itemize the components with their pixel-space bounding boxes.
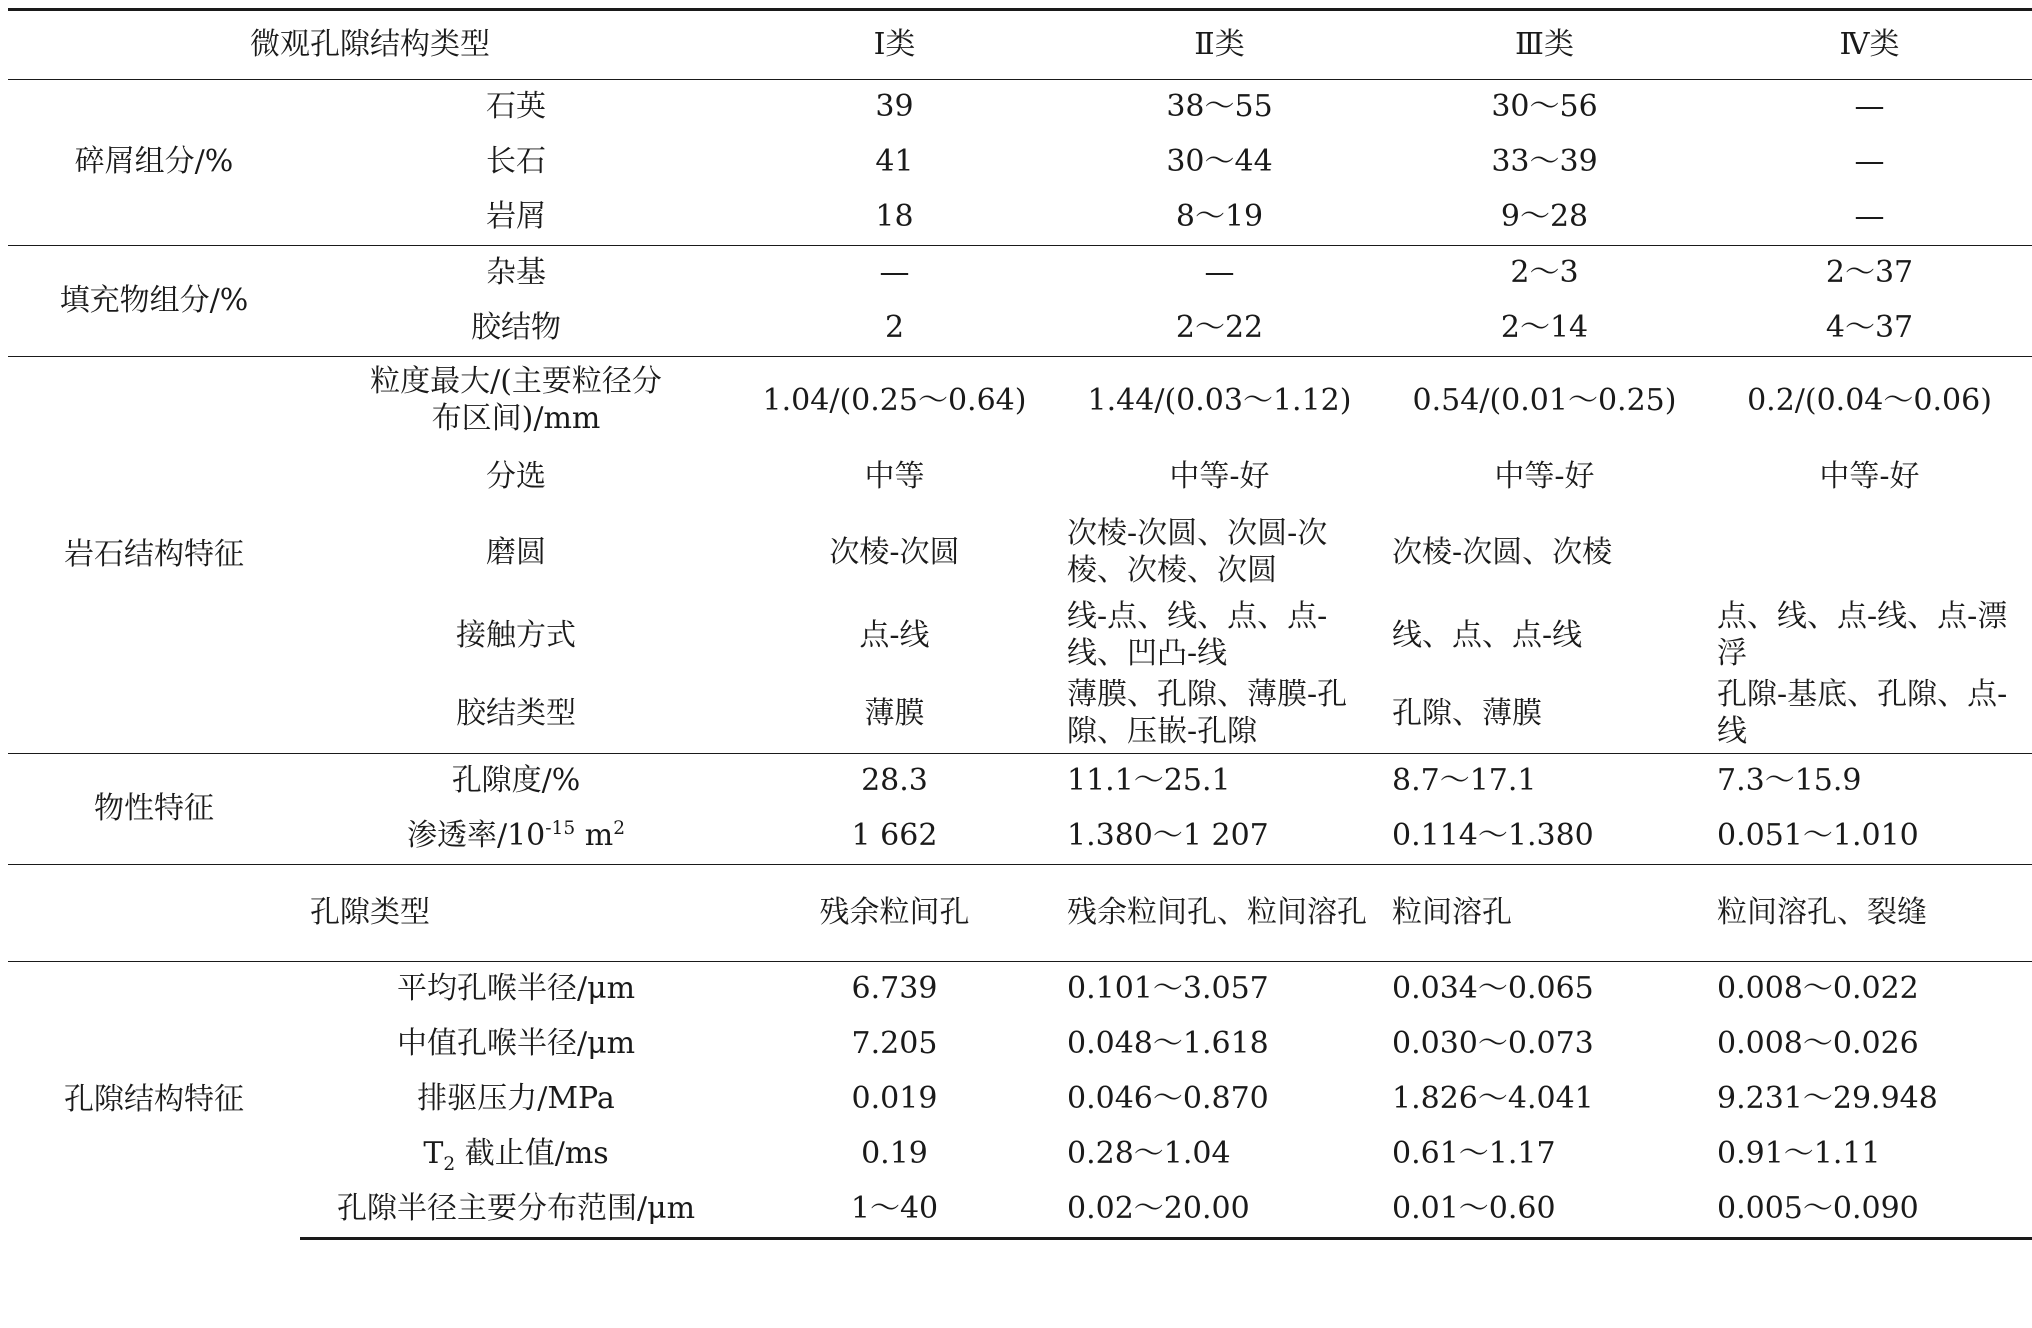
cell: 0.046～0.870 [1067,1081,1269,1117]
row-label: 磨圆 [486,534,546,570]
cell: 6.739 [732,962,1057,1018]
row-label [300,809,732,865]
cell: 4～37 [1825,310,1914,346]
cell: 7.3～15.9 [1707,754,2032,810]
cell: 30～56 [1382,80,1707,136]
t2-label-rest: 截止值/ms [455,1136,609,1172]
cell: 0.28～1.04 [1067,1136,1231,1172]
row-label: 平均孔喉半径/μm [300,962,732,1018]
cell: 中等 [864,458,925,494]
cell: 0.2/(0.04～0.06) [1707,357,2032,446]
table-row [8,246,2032,302]
row-label: 长石 [486,144,546,180]
table-row [8,597,2032,675]
header-class-4: Ⅳ类 [1707,10,2032,80]
cell: 2～22 [1175,310,1264,346]
row-label: 孔隙半径主要分布范围/μm [300,1182,732,1239]
table-row [8,80,2032,136]
row-label: 孔隙度/% [300,754,732,810]
permeability-exponent: -15 [545,818,576,840]
cell: 2～37 [1707,246,2032,302]
row-label: 粒度最大/(主要粒径分布区间)/mm [300,357,732,446]
table-row [8,962,2032,1018]
cell: 0.54/(0.01～0.25) [1382,357,1707,446]
cell: 39 [732,80,1057,136]
cell: 0.114～1.380 [1392,818,1594,854]
category-pore-structure: 孔隙结构特征 [8,962,300,1239]
category-clastic: 碎屑组分/% [8,80,300,246]
header-row [8,10,2032,80]
cell: 次棱-次圆、次圆-次棱、次棱、次圆 [1067,516,1328,588]
header-class-2: Ⅱ类 [1057,10,1382,80]
header-class-1: Ⅰ类 [732,10,1057,80]
table-row [8,509,2032,597]
cell: 1.44/(0.03～1.12) [1057,357,1382,446]
cell: 0.008～0.026 [1717,1026,1919,1062]
cell: 0.91～1.11 [1717,1136,1881,1172]
cell: — [1057,246,1382,302]
cell: 2～14 [1500,310,1589,346]
cell: 次棱-次圆 [829,534,960,570]
table-row [8,135,2032,190]
table-row [8,754,2032,810]
cell: 11.1～25.1 [1057,754,1382,810]
cell: 薄膜、孔隙、薄膜-孔隙、压嵌-孔隙 [1067,677,1348,749]
cell: — [732,246,1057,302]
pore-structure-table [8,8,2032,1240]
header-class-3: Ⅲ类 [1382,10,1707,80]
cell: 2 [884,310,905,346]
cell: 中等-好 [1494,458,1595,494]
table-row [8,1127,2032,1182]
permeability-unit-exponent: 2 [613,818,626,840]
row-label: 岩屑 [486,199,546,235]
cell: 0.030～0.073 [1392,1026,1594,1062]
cell: 残余粒间孔、粒间溶孔 [1057,865,1382,962]
category-filler: 填充物组分/% [8,246,300,357]
cell: 28.3 [732,754,1057,810]
cell: 薄膜 [864,695,925,731]
row-label: 排驱压力/MPa [417,1081,615,1117]
table-row [8,865,2032,962]
cell: 中等-好 [1819,458,1920,494]
table-row [8,301,2032,357]
cell: 点-线 [859,617,930,653]
cell: — [1854,144,1885,180]
cell: — [1707,80,2032,136]
cell: 0.61～1.17 [1392,1136,1556,1172]
cell [1707,509,2032,597]
cell: 孔隙、薄膜 [1392,695,1542,731]
header-type-cell: 微观孔隙结构类型 [8,10,732,80]
row-label: 胶结物 [471,310,561,346]
cell: 8～19 [1175,199,1264,235]
table-row [8,675,2032,754]
table-row [8,809,2032,865]
row-label: 杂基 [300,246,732,302]
cell: 8.7～17.1 [1382,754,1707,810]
table-row [8,190,2032,246]
pore-type-label: 孔隙类型 [8,865,732,962]
cell: 1 662 [851,818,938,854]
cell: 0.19 [861,1136,928,1172]
cell: 38～55 [1057,80,1382,136]
permeability-label: 渗透率/10 [406,818,546,854]
table-row [8,357,2032,446]
cell: 1.826～4.041 [1392,1081,1594,1117]
cell: 18 [875,199,914,235]
row-label: 石英 [300,80,732,136]
row-label: 胶结类型 [456,695,576,731]
row-label: 中值孔喉半径/μm [396,1026,636,1062]
cell: 0.034～0.065 [1382,962,1707,1018]
cell: 点、线、点-线、点-漂浮 [1717,599,2008,671]
category-physical: 物性特征 [8,754,300,865]
cell: — [1854,199,1885,235]
table-row [8,1182,2032,1239]
cell: 0.008～0.022 [1707,962,2032,1018]
row-label: 接触方式 [456,617,576,653]
table-row [8,1017,2032,1072]
t2-label: T [423,1136,444,1172]
cell: 孔隙-基底、孔隙、点-线 [1717,677,2008,749]
cell: 2～3 [1382,246,1707,302]
cell: 粒间溶孔 [1382,865,1707,962]
cell: 9～28 [1500,199,1589,235]
cell: 7.205 [851,1026,938,1062]
cell: 1.380～1 207 [1067,818,1269,854]
cell: 0.019 [851,1081,938,1117]
cell: 线-点、线、点、点-线、凹凸-线 [1067,599,1328,671]
cell: 0.051～1.010 [1717,818,1919,854]
cell: 0.02～20.00 [1057,1182,1382,1239]
permeability-unit: m [575,818,614,854]
row-label [300,1127,732,1182]
cell: 1.04/(0.25～0.64) [732,357,1057,446]
cell: 0.101～3.057 [1057,962,1382,1018]
cell: 9.231～29.948 [1717,1081,1938,1117]
cell: 41 [875,144,914,180]
row-label: 分选 [486,458,546,494]
category-rock: 岩石结构特征 [8,357,300,754]
table-row [8,1072,2032,1127]
cell: 0.005～0.090 [1707,1182,2032,1239]
cell: 1～40 [732,1182,1057,1239]
cell: 次棱-次圆、次棱 [1392,534,1613,570]
cell: 0.048～1.618 [1067,1026,1269,1062]
cell: 中等-好 [1169,458,1270,494]
t2-subscript: 2 [443,1154,456,1176]
cell: 33～39 [1491,144,1598,180]
cell: 残余粒间孔 [732,865,1057,962]
cell: 线、点、点-线 [1392,617,1583,653]
cell: 粒间溶孔、裂缝 [1707,865,2032,962]
table-row [8,445,2032,509]
cell: 30～44 [1166,144,1273,180]
cell: 0.01～0.60 [1382,1182,1707,1239]
